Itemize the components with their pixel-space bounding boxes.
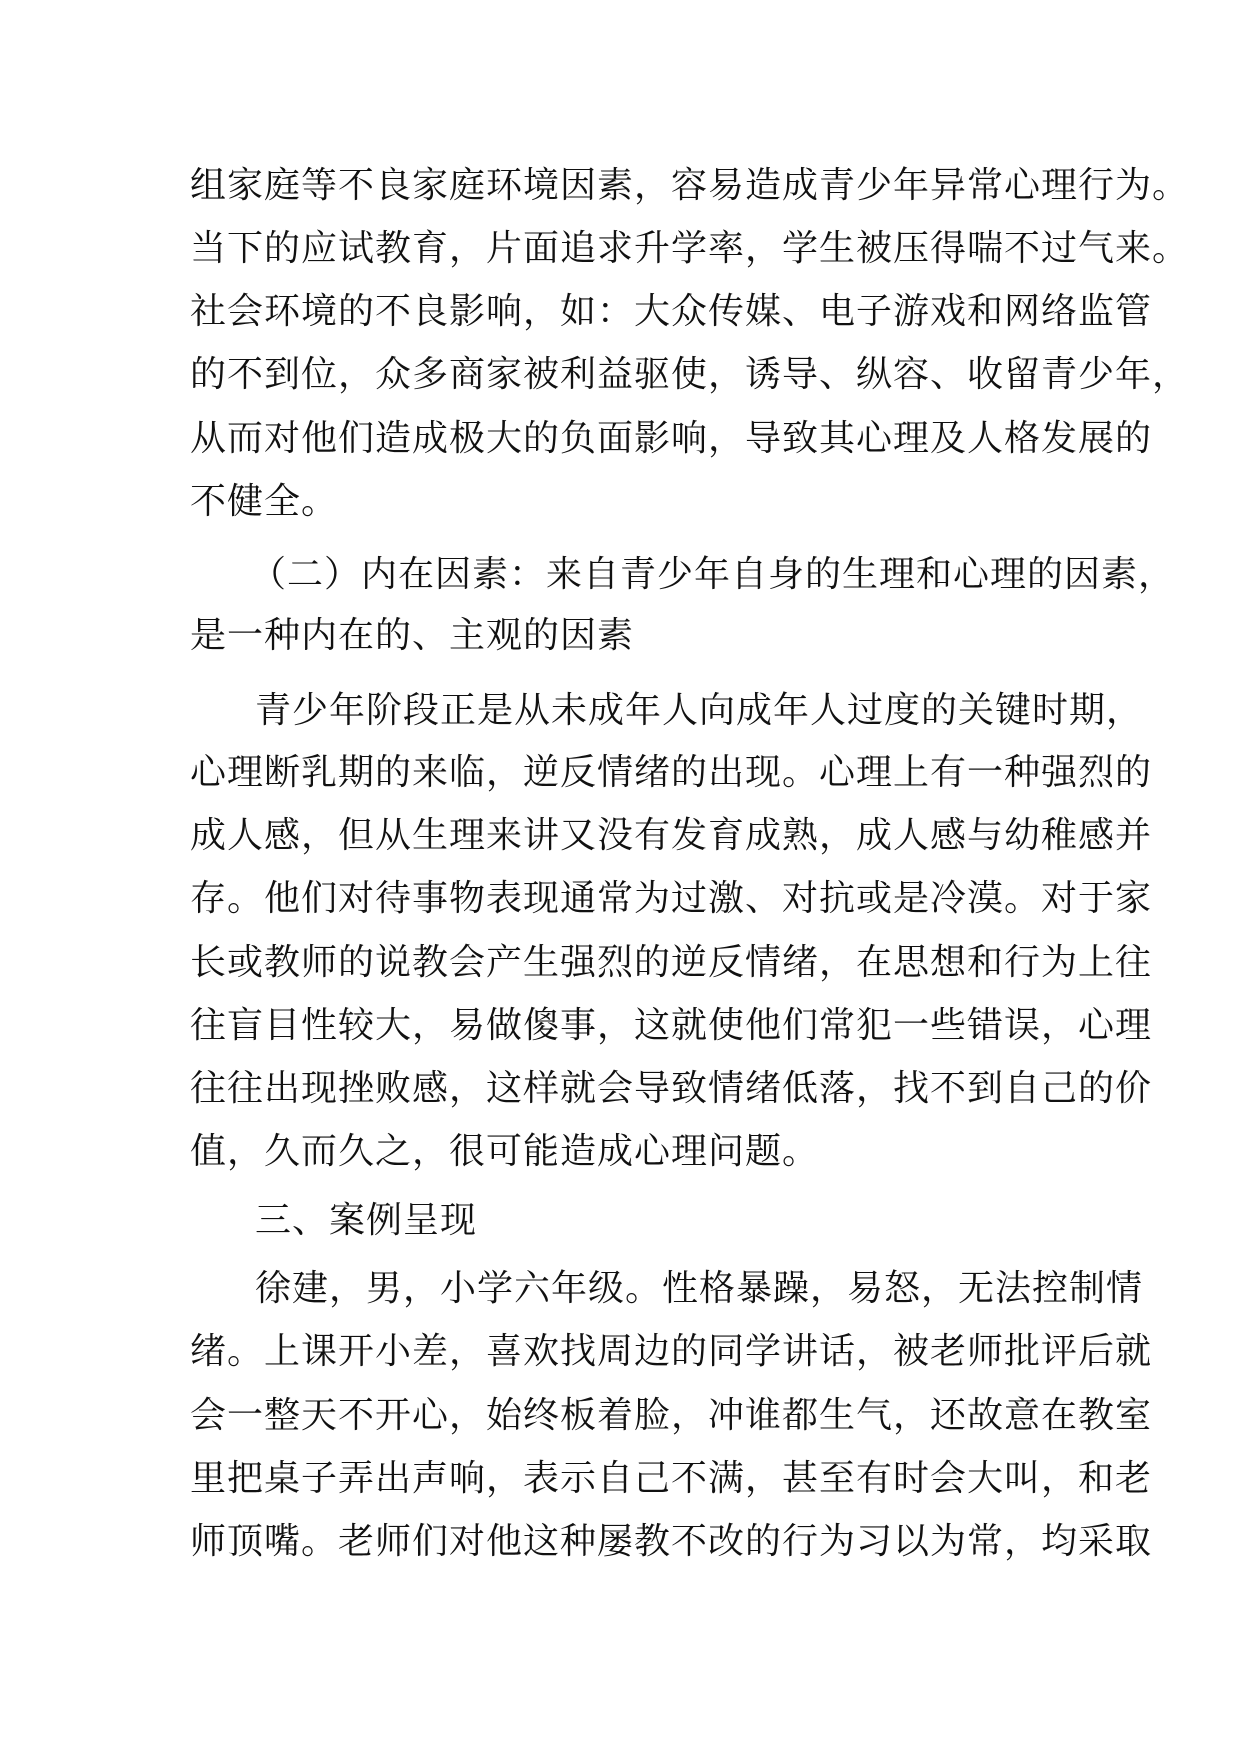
text-line: 会一整天不开心，始终板着脸，冲谁都生气，还故意在教室 <box>190 1395 1153 1436</box>
section-heading: 三、案例呈现 <box>255 1200 478 1241</box>
text-line: 组家庭等不良家庭环境因素，容易造成青少年异常心理行为。 <box>190 165 1190 206</box>
text-line: 里把桌子弄出声响，表示自己不满，甚至有时会大叫，和老 <box>190 1458 1153 1499</box>
text-line: 师顶嘴。老师们对他这种屡教不改的行为习以为常，均采取 <box>190 1521 1153 1562</box>
text-line: 长或教师的说教会产生强烈的逆反情绪，在思想和行为上往 <box>190 942 1153 983</box>
text-line: 的不到位，众多商家被利益驱使，诱导、纵容、收留青少年， <box>190 354 1190 395</box>
section-heading-continued: 是一种内在的、主观的因素 <box>190 615 635 656</box>
text-line: 不健全。 <box>190 481 339 522</box>
section-heading: （二）内在因素：来自青少年自身的生理和心理的因素， <box>250 554 1176 595</box>
text-line: 绪。上课开小差，喜欢找周边的同学讲话，被老师批评后就 <box>190 1331 1153 1372</box>
text-line: 徐建，男，小学六年级。性格暴躁，易怒，无法控制情 <box>255 1268 1144 1309</box>
text-line: 社会环境的不良影响，如：大众传媒、电子游戏和网络监管 <box>190 291 1153 332</box>
text-line: 从而对他们造成极大的负面影响，导致其心理及人格发展的 <box>190 418 1153 459</box>
text-line: 存。他们对待事物表现通常为过激、对抗或是冷漠。对于家 <box>190 878 1153 919</box>
text-line: 值，久而久之，很可能造成心理问题。 <box>190 1131 820 1172</box>
text-line: 心理断乳期的来临，逆反情绪的出现。心理上有一种强烈的 <box>190 752 1153 793</box>
text-line: 往盲目性较大，易做傻事，这就使他们常犯一些错误，心理 <box>190 1005 1153 1046</box>
text-line: 成人感，但从生理来讲又没有发育成熟，成人感与幼稚感并 <box>190 815 1153 856</box>
text-line: 青少年阶段正是从未成年人向成年人过度的关键时期， <box>255 690 1144 731</box>
text-line: 当下的应试教育，片面追求升学率，学生被压得喘不过气来。 <box>190 228 1190 269</box>
text-line: 往往出现挫败感，这样就会导致情绪低落，找不到自己的价 <box>190 1068 1153 1109</box>
